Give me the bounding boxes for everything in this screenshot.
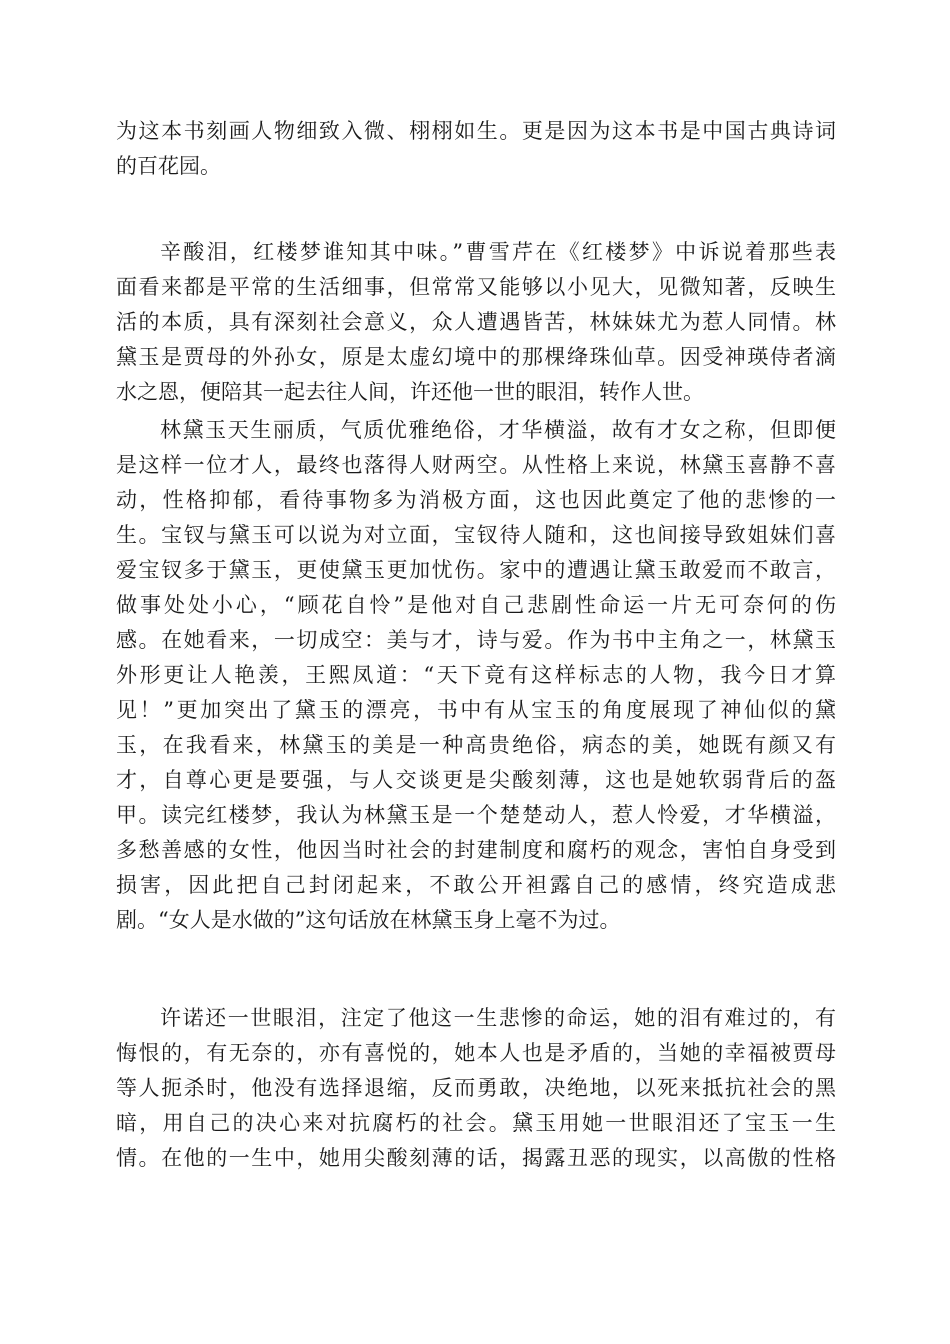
text-line: 等人扼杀时，他没有选择退缩，反而勇敢，决绝地，以死来抵抗社会的黑: [116, 1076, 836, 1100]
text-line: 玉，在我看来，林黛玉的美是一种高贵绝俗，病态的美，她既有颜又有: [116, 733, 836, 757]
paragraph-3: [116, 413, 836, 938]
text-line: 情。在他的一生中，她用尖酸刻薄的话，揭露丑恶的现实，以高傲的性格: [116, 1146, 836, 1170]
text-line: 才，自尊心更是要强，与人交谈更是尖酸刻薄，这也是她软弱背后的盔: [116, 768, 836, 792]
text-line: 生。宝钗与黛玉可以说为对立面，宝钗待人随和，这也间接导致姐妹们喜: [116, 523, 836, 547]
text-line: 水之恩，便陪其一起去往人间，许还他一世的眼泪，转作人世。: [116, 380, 704, 404]
text-line: 悔恨的，有无奈的，亦有喜悦的，她本人也是矛盾的，当她的幸福被贾母: [116, 1041, 836, 1065]
text-line: 暗，用自己的决心来对抗腐朽的社会。黛玉用她一世眼泪还了宝玉一生: [116, 1111, 836, 1135]
text-line: 为这本书刻画人物细致入微、栩栩如生。更是因为这本书是中国古典诗词: [116, 119, 836, 143]
text-line: 外形更让人艳羡，王熙凤道：“天下竟有这样标志的人物，我今日才算: [116, 663, 836, 687]
text-line: 林黛玉天生丽质，气质优雅绝俗，才华横溢，故有才女之称，但即便: [160, 418, 836, 442]
text-line: 活的本质，具有深刻社会意义，众人遭遇皆苦，林妹妹尤为惹人同情。林: [116, 310, 836, 334]
text-line: 损害，因此把自己封闭起来，不敢公开袒露自己的感情，终究造成悲: [116, 873, 836, 897]
paragraph-4: [116, 1001, 836, 1176]
paragraph-2: [116, 235, 836, 410]
text-line: 剧。“女人是水做的”这句话放在林黛玉身上毫不为过。: [116, 908, 621, 932]
text-line: 许诺还一世眼泪，注定了他这一生悲惨的命运，她的泪有难过的，有: [160, 1006, 836, 1030]
text-line: 甲。读完红楼梦，我认为林黛玉是一个楚楚动人，惹人怜爱，才华横溢，: [116, 803, 836, 827]
text-line: 的百花园。: [116, 154, 221, 178]
text-line: 爱宝钗多于黛玉，更使黛玉更加忧伤。家中的遭遇让黛玉敢爱而不敢言，: [116, 558, 836, 582]
text-line: 黛玉是贾母的外孙女，原是太虚幻境中的那棵绛珠仙草。因受神瑛侍者滴: [116, 345, 836, 369]
text-line: 辛酸泪，红楼梦谁知其中味。”曹雪芹在《红楼梦》中诉说着那些表: [160, 240, 836, 264]
text-line: 面看来都是平常的生活细事，但常常又能够以小见大，见微知著，反映生: [116, 275, 836, 299]
text-line: 动，性格抑郁，看待事物多为消极方面，这也因此奠定了他的悲惨的一: [116, 488, 836, 512]
paragraph-1: [116, 114, 836, 184]
text-line: 是这样一位才人，最终也落得人财两空。从性格上来说，林黛玉喜静不喜: [116, 453, 836, 477]
text-line: 感。在她看来，一切成空：美与才，诗与爱。作为书中主角之一，林黛玉: [116, 628, 836, 652]
text-line: 多愁善感的女性，他因当时社会的封建制度和腐朽的观念，害怕自身受到: [116, 838, 836, 862]
text-line: 做事处处小心，“顾花自怜”是他对自己悲剧性命运一片无可奈何的伤: [116, 593, 836, 617]
text-line: 见！”更加突出了黛玉的漂亮，书中有从宝玉的角度展现了神仙似的黛: [116, 698, 836, 722]
